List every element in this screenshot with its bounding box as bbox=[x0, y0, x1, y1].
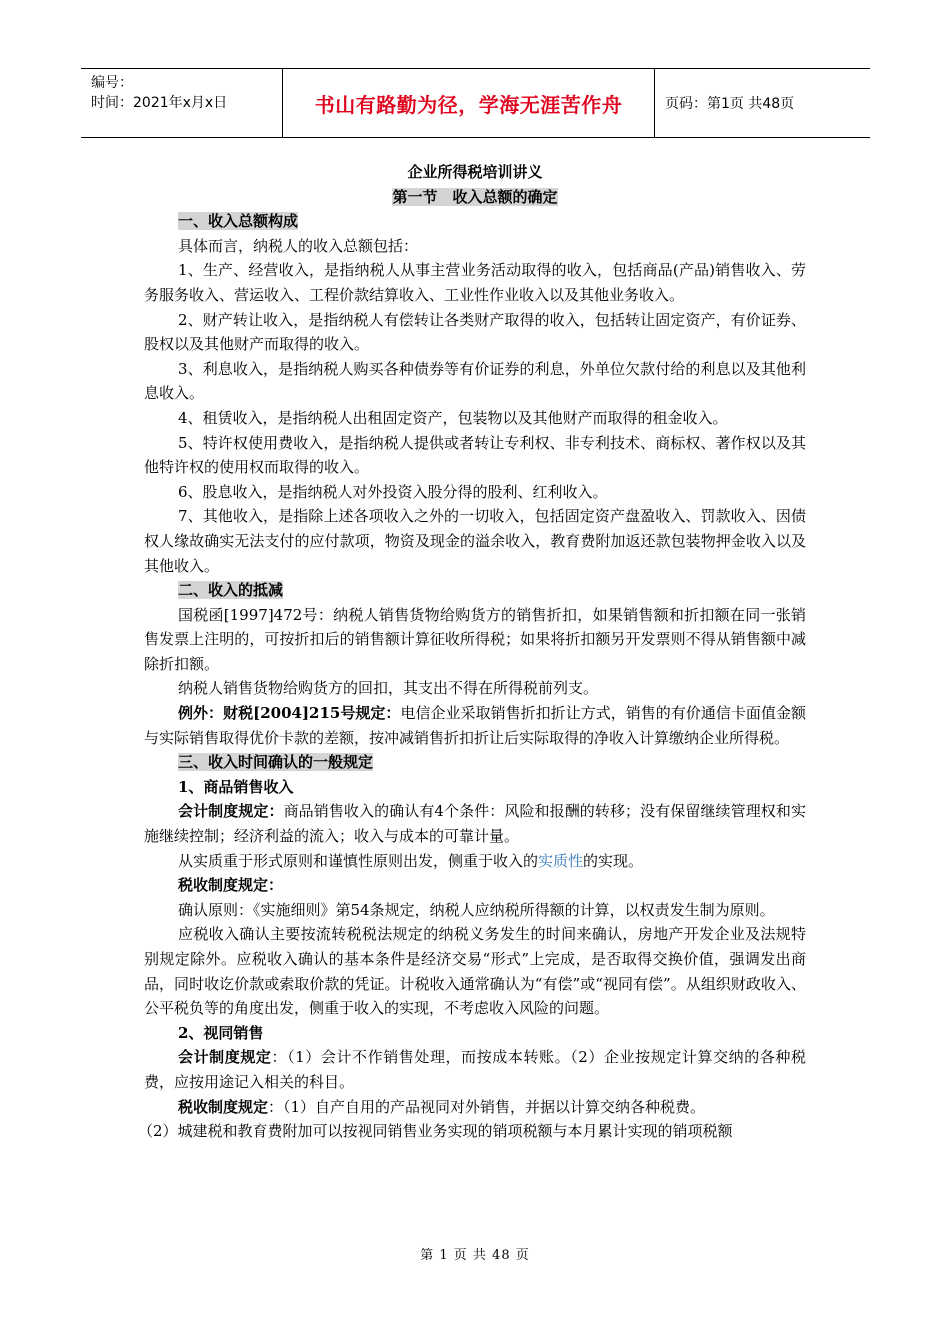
paragraph-12-a: 从实质重于形式原则和谨慎性原则出发，侧重于收入的 bbox=[178, 851, 539, 870]
accounting-rule-text: 商品销售收入的确认有4个条件：风险和报酬的转移；没有保留继续管理权和实施继续控制；经济利益的流入；收入与成本的可靠计量。 bbox=[144, 802, 806, 846]
paragraph-7: 7、其他收入，是指除上述各项收入之外的一切收入，包括固定资产盘盈收入、罚款收入、因债权人缘故确实无法支付的应付款项，物资及现金的溢余收入，教育费附加返还款包装物押金收入以及其他收入。 bbox=[144, 507, 806, 575]
paragraph-1: 1、生产、经营收入，是指纳税人从事主营业务活动取得的收入，包括商品(产品)销售收入、劳务服务收入、营运收入、工程价款结算收入、工业性作业收入以及其他业务收入。 bbox=[144, 261, 806, 304]
document-body bbox=[138, 160, 806, 1144]
doc-title: 企业所得税培训讲义 bbox=[407, 163, 543, 181]
exception-label: 例外：财税[2004]215号规定： bbox=[178, 704, 401, 723]
paragraph-18: （2）城建税和教育费附加可以按视同销售业务实现的销项税额与本月累计实现的销项税额 bbox=[138, 1122, 733, 1141]
page-header bbox=[81, 68, 870, 138]
paragraph-6: 6、股息收入，是指纳税人对外投资入股分得的股利、红利收入。 bbox=[178, 482, 608, 501]
header-page-info: 页码：第1页 共48页 bbox=[665, 96, 795, 112]
header-motto-cell bbox=[282, 69, 655, 137]
header-meta bbox=[81, 69, 282, 137]
deemed-sale-accounting-label: 会计制度规定 bbox=[178, 1048, 272, 1067]
paragraph-15: 应税收入确认主要按流转税税法规定的纳税义务发生的时间来确认，房地产开发企业及法规特别规定除外。应税收入确认的基本条件是经济交易“形式”上完成，是否取得交换价值，强调发出商品，同时收讫价款或索取价款的凭证。计税收入通常确认为“有偿”或“视同有偿”。从组织财政收入、公平税负等的角度出发，侧重于收入的实现，不考虑收入风险的问题。 bbox=[144, 925, 806, 1018]
paragraph-16 bbox=[144, 1045, 806, 1094]
tax-rule-label: 税收制度规定： bbox=[178, 876, 284, 895]
paragraph-10 bbox=[144, 701, 806, 750]
paragraph-4: 4、租赁收入，是指纳税人出租固定资产，包装物以及其他财产而取得的租金收入。 bbox=[178, 408, 728, 427]
deemed-sale-tax-text: ：（1）自产自用的产品视同对外销售，并据以计算交纳各种税费。 bbox=[268, 1097, 706, 1116]
paragraph-8: 国税函[1997]472号：纳税人销售货物给购货方的销售折扣，如果销售额和折扣额在同一张销售发票上注明的，可按折扣后的销售额计算征收所得税；如果将折扣额另开发票则不得从销售额中减除折扣额。 bbox=[144, 605, 806, 673]
page-footer: 第 1 页 共 48 页 bbox=[420, 1248, 530, 1263]
paragraph-5: 5、特许权使用费收入，是指纳税人提供或者转让专利权、非专利技术、商标权、著作权以及其他特许权的使用权而取得的收入。 bbox=[144, 433, 806, 477]
heading-2-text: 二、收入的抵减 bbox=[178, 581, 284, 600]
paragraph-2: 2、财产转让收入，是指纳税人有偿转让各类财产取得的收入，包括转让固定资产，有价证券、股权以及其他财产而取得的收入。 bbox=[144, 310, 806, 354]
paragraph-14: 确认原则：《实施细则》第54条规定，纳税人应纳税所得额的计算，以权责发生制为原则。 bbox=[178, 900, 775, 919]
exception-text: 电信企业采取销售折扣折让方式，销售的有价通信卡面值金额与实际销售取得优价卡款的差额，按冲减销售折扣折让后实际取得的净收入计算缴纳企业所得税。 bbox=[144, 704, 806, 747]
time-label: 时间：2021年x月x日 bbox=[91, 95, 228, 111]
heading-3-2: 2、视同销售 bbox=[178, 1023, 264, 1042]
paragraph-9: 纳税人销售货物给购货方的回扣，其支出不得在所得税前列支。 bbox=[178, 679, 599, 698]
substance-link[interactable]: 实质性 bbox=[538, 851, 584, 870]
paragraph-17 bbox=[144, 1095, 806, 1120]
paragraph-3: 3、利息收入，是指纳税人购买各种债券等有价证券的利息，外单位欠款付给的利息以及其他利息收入。 bbox=[144, 359, 806, 403]
deemed-sale-accounting-text: ：（1）会计不作销售处理，而按成本转账。（2）企业按规定计算交纳的各种税费，应按用途记入相关的科目。 bbox=[144, 1048, 806, 1091]
section-title bbox=[144, 185, 806, 210]
number-label: 编号： bbox=[91, 75, 133, 91]
heading-2 bbox=[144, 578, 806, 603]
paragraph-11 bbox=[144, 799, 806, 848]
heading-1 bbox=[144, 209, 806, 234]
paragraph-intro: 具体而言，纳税人的收入总额包括： bbox=[178, 236, 419, 255]
heading-3-text: 三、收入时间确认的一般规定 bbox=[178, 753, 374, 772]
heading-3 bbox=[144, 750, 806, 775]
deemed-sale-tax-label: 税收制度规定 bbox=[178, 1097, 269, 1116]
paragraph-12 bbox=[144, 849, 806, 874]
motto-text: 书山有路勤为径，学海无涯苦作舟 bbox=[314, 92, 623, 117]
section-title-text: 第一节 收入总额的确定 bbox=[392, 187, 558, 206]
paragraph-12-b: 的实现。 bbox=[583, 851, 644, 870]
heading-1-text: 一、收入总额构成 bbox=[178, 212, 299, 231]
heading-3-1: 1、商品销售收入 bbox=[178, 777, 294, 796]
accounting-rule-label: 会计制度规定： bbox=[178, 802, 284, 821]
